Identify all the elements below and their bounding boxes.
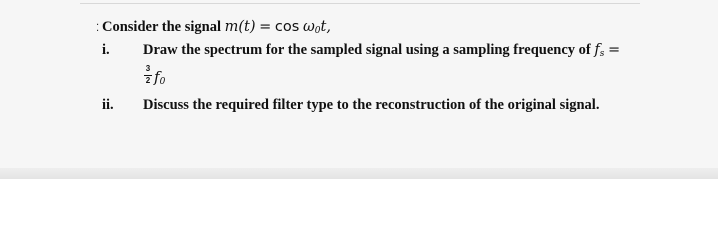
item-i-text: Draw the spectrum for the sampled signal using a sampling frequency of [143,42,591,58]
freq-equals-sign: = [608,42,621,58]
fraction-three-halves [144,64,153,88]
item-ii-label: ii. [102,97,114,113]
fraction-denominator: 2 [145,76,151,85]
top-divider [80,3,640,4]
equals-sign: = [259,19,272,35]
omega-symbol: $\omega_0$ [302,19,321,36]
time-var: t, [320,19,331,35]
item-i-label: i. [102,42,110,58]
sampling-freq-symbol: $f_s$ [594,42,605,59]
bullet-dot-icon: ⁚ [96,23,100,34]
signal-lhs: m(t) [224,19,256,35]
fraction-numerator: 3 [145,64,151,73]
base-freq-symbol: $f_0$ [154,68,166,87]
sampling-freq-subscript: s [599,49,605,59]
omega-subscript: 0 [314,26,321,36]
item-ii-text: Discuss the required filter type to the reconstruction of the original signal. [143,97,600,113]
item-i-text-line [143,42,620,59]
cos-func: cos [274,19,300,35]
bottom-edge [0,168,718,179]
intro-text: Consider the signal [102,19,221,35]
intro-line [102,19,331,36]
base-freq-subscript: 0 [159,77,166,87]
